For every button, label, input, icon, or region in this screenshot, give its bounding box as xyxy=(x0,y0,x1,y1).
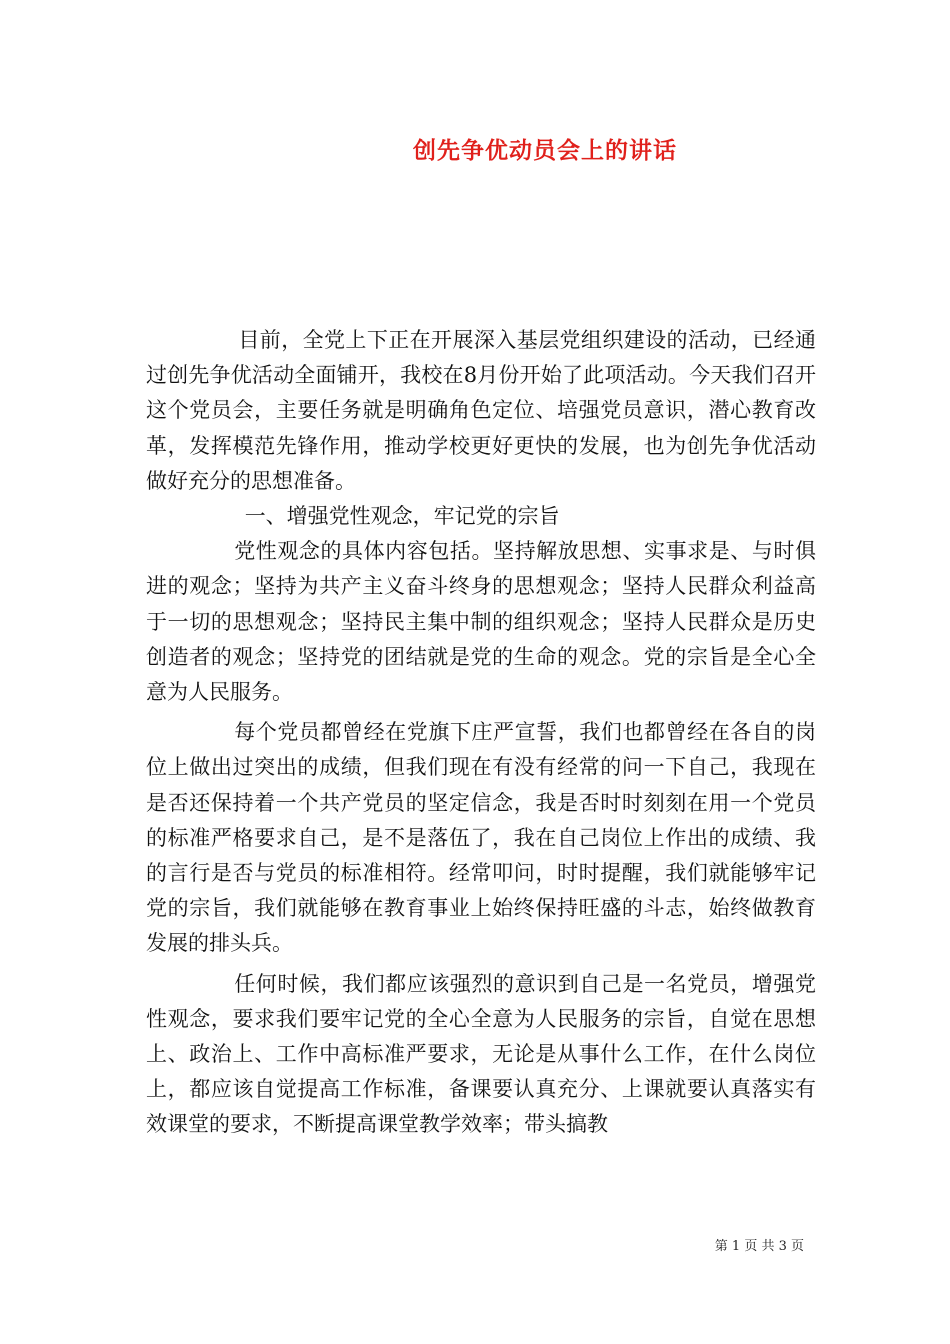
page-number: 第 1 页 共 3 页 xyxy=(714,1239,804,1254)
paragraph-intro: 目前，全党上下正在开展深入基层党组织建设的活动，已经通过创先争优活动全面铺开，我校在8月份开始了此项活动。今天我们召开这个党员会，主要任务就是明确角色定位、培强党员意识，潜心教育改革，发挥模范先锋作用，推动学校更好更快的发展，也为创先争优活动做好充分的思想准备。 xyxy=(146,328,816,493)
document-title: 创先争优动员会上的讲话 xyxy=(413,137,677,164)
paragraph-oath: 每个党员都曾经在党旗下庄严宣誓，我们也都曾经在各自的岗位上做出过突出的成绩，但我们现在有没有经常的问一下自己，我现在是否还保持着一个共产党员的坚定信念，我是否时时刻刻在用一个党员的标准严格要求自己，是不是落伍了，我在自己岗位上作出的成绩、我的言行是否与党员的标准相符。经常叩问，时时提醒，我们就能够牢记党的宗旨，我们就能够在教育事业上始终保持旺盛的斗志，始终做教育发展的排头兵。 xyxy=(146,720,816,956)
section-heading-1: 一、增强党性观念，牢记党的宗旨 xyxy=(244,504,560,529)
paragraph-party-concept: 党性观念的具体内容包括。坚持解放思想、实事求是、与时俱进的观念；坚持为共产主义奋斗终身的思想观念；坚持人民群众利益高于一切的思想观念；坚持民主集中制的组织观念；坚持人民群众是历史创造者的观念；坚持党的团结就是党的生命的观念。党的宗旨是全心全意为人民服务。 xyxy=(146,539,816,705)
document-body xyxy=(146,323,816,1143)
paragraph-awareness: 任何时候，我们都应该强烈的意识到自己是一名党员，增强党性观念，要求我们要牢记党的全心全意为人民服务的宗旨，自觉在思想上、政治上、工作中高标准严要求，无论是从事什么工作，在什么岗位上，都应该自觉提高工作标准，备课要认真充分、上课就要认真落实有效课堂的要求，不断提高课堂教学效率；带头搞教 xyxy=(146,971,816,1137)
